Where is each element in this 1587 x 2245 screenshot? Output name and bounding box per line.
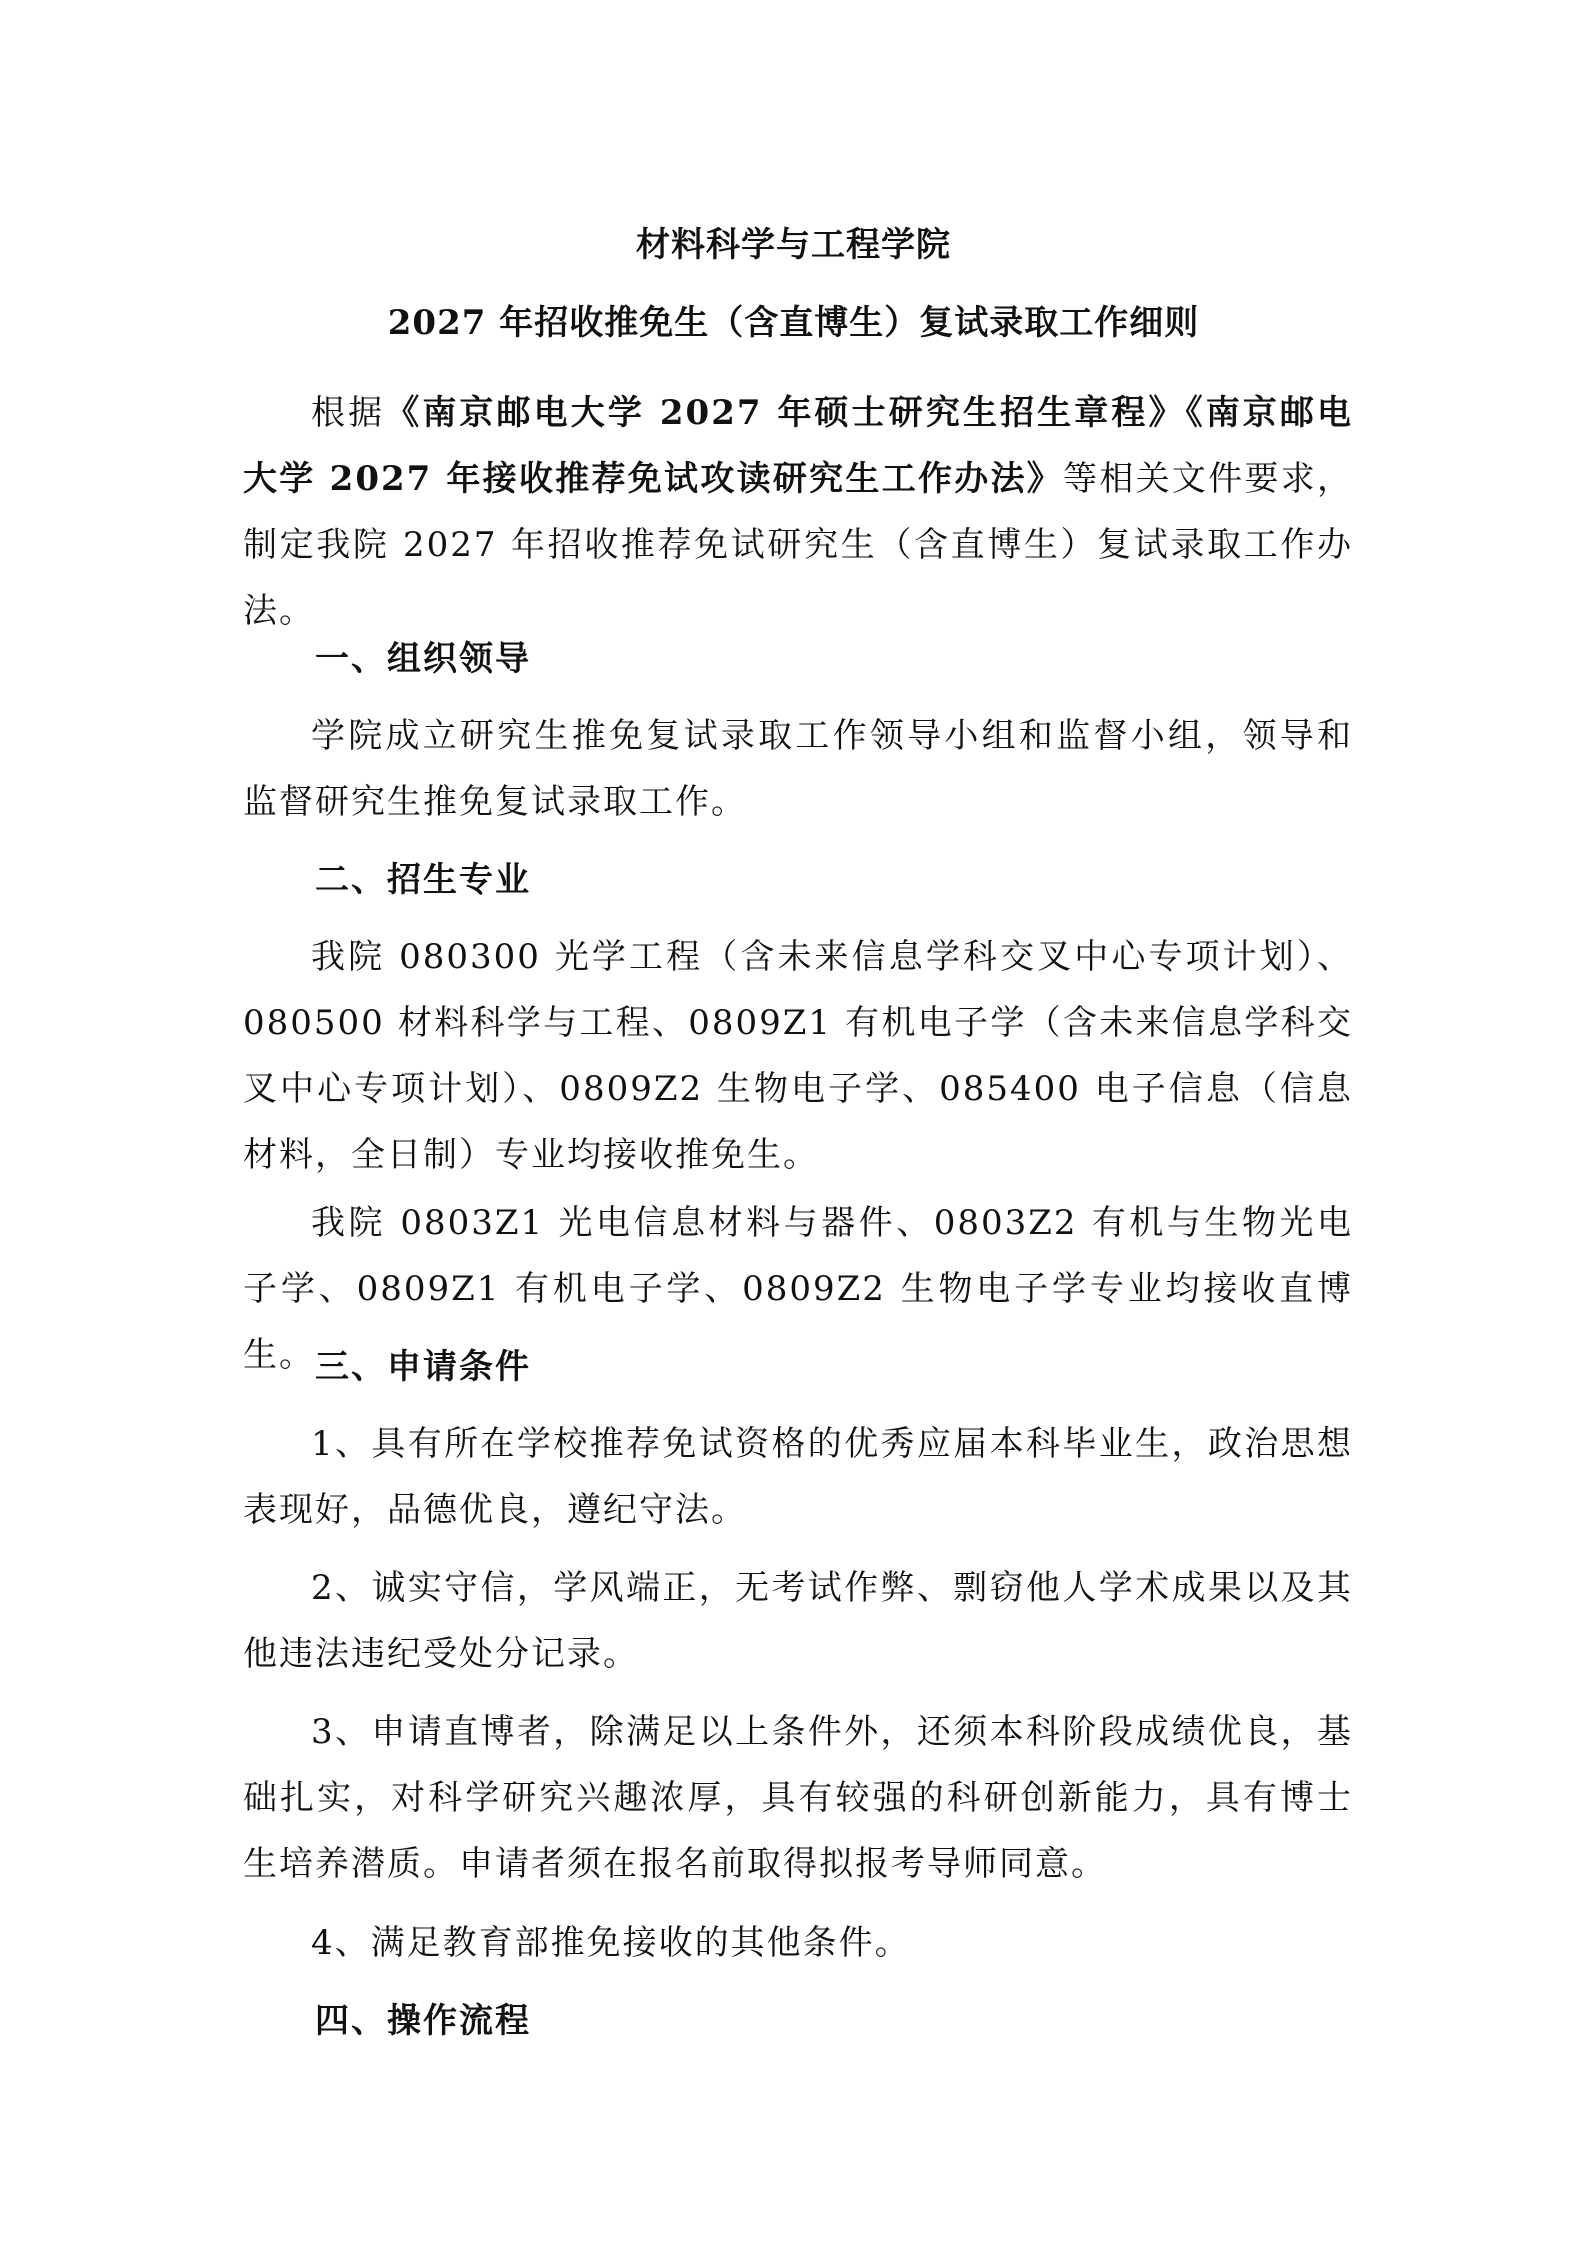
- intro-doc-recommendation-measures: 《南京邮电大学 2027 年接收推荐免试攻读研究生工作办法》: [243, 393, 1354, 499]
- requirement-item-2: 2、诚实守信，学风端正，无考试作弊、剽窃他人学术成果以及其他违法违纪受处分记录。: [243, 1568, 1353, 1674]
- document-title-college: 材料科学与工程学院: [636, 225, 951, 265]
- intro-paragraph: [243, 380, 1353, 644]
- section-majors-paragraph-master: 我院 080300 光学工程（含未来信息学科交叉中心专项计划）、080500 材料科学与工程、0809Z1 有机电子学（含未来信息学科交叉中心专项计划）、0809Z2 生物电子学、085400 电子信息（信息材料，全日制）专业均接收推免生。: [243, 937, 1353, 1175]
- document-title-rules: 2027 年招收推免生（含直博生）复试录取工作细则: [387, 303, 1200, 343]
- requirement-item-1: 1、具有所在学校推荐免试资格的优秀应届本科毕业生，政治思想表现好，品德优良，遵纪守法。: [243, 1424, 1353, 1530]
- intro-doc-enrollment-charter: 《南京邮电大学 2027 年硕士研究生招生章程》: [385, 393, 1186, 433]
- section-organization-paragraph: 学院成立研究生推免复试录取工作领导小组和监督小组，领导和监督研究生推免复试录取工作。: [243, 716, 1353, 822]
- intro-suffix: 等相关文件要求，制定我院 2027 年招收推荐免试研究生（含直博生）复试录取工作办法。: [243, 459, 1353, 631]
- requirement-item-4: 4、满足教育部推免接收的其他条件。: [311, 1923, 911, 1963]
- section-heading-procedure: 四、操作流程: [315, 2001, 531, 2041]
- requirement-item-3: 3、申请直博者，除满足以上条件外，还须本科阶段成绩优良，基础扎实，对科学研究兴趣浓厚，具有较强的科研创新能力，具有博士生培养潜质。申请者须在报名前取得拟报考导师同意。: [243, 1712, 1353, 1884]
- section-heading-requirements: 三、申请条件: [315, 1347, 531, 1387]
- section-heading-majors: 二、招生专业: [315, 860, 531, 900]
- section-majors-paragraph-direct-phd: 我院 0803Z1 光电信息材料与器件、0803Z2 有机与生物光电子学、0809Z1 有机电子学、0809Z2 生物电子学专业均接收直博生。: [243, 1203, 1353, 1375]
- intro-prefix: 根据: [311, 393, 386, 433]
- section-heading-organization: 一、组织领导: [315, 639, 531, 679]
